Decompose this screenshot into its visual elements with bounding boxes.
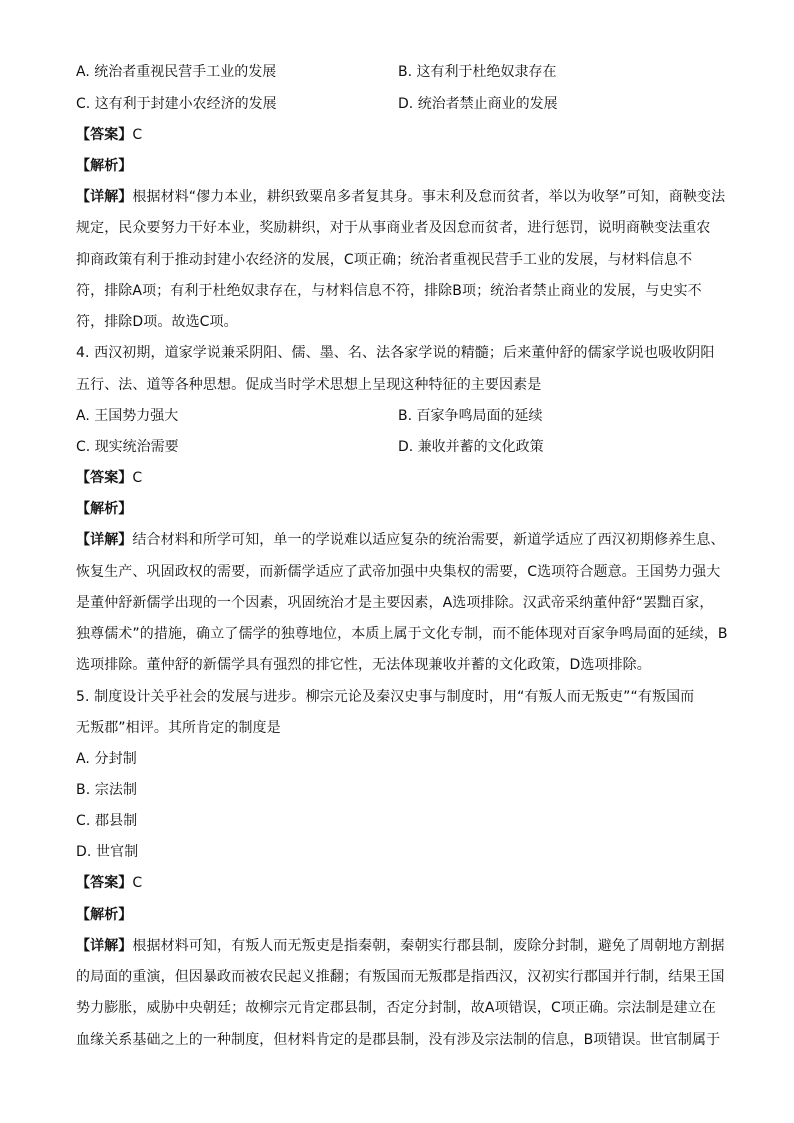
q5-detail-line: 势力膨胀，威胁中央朝廷；故柳宗元肯定郡县制，否定分封制，故A项错误，C项正确。宗法制是建立在 bbox=[76, 1000, 716, 1016]
q4-detail-line: 【详解】结合材料和所学可知，单一的学说难以适应复杂的统治需要，新道学适应了西汉初期修养生息、 bbox=[76, 532, 725, 548]
q4-detail-line: 选项排除。董仲舒的新儒学具有强烈的排它性，无法体现兼收并蓄的文化政策，D选项排除。 bbox=[76, 657, 651, 673]
q5-analysis-label: 【解析】 bbox=[76, 907, 133, 923]
q4-option-c: C. 现实统治需要 bbox=[76, 439, 179, 455]
q4-detail-line: 恢复生产、巩固政权的需要，而新儒学适应了武帝加强中央集权的需要，C选项符合题意。王国势力强大 bbox=[76, 564, 721, 580]
q4-detail-line: 独尊儒术”的措施，确立了儒学的独尊地位，本质上属于文化专制，而不能体现对百家争鸣局面的延续，B bbox=[76, 626, 728, 642]
q4-option-d: D. 兼收并蓄的文化政策 bbox=[398, 439, 544, 455]
q3-detail-line: 符，排除D项。故选C项。 bbox=[76, 314, 238, 330]
q4-analysis-label: 【解析】 bbox=[76, 501, 133, 517]
q3-detail-line: 抑商政策有利于推动封建小农经济的发展，C项正确；统治者重视民营手工业的发展，与材料信息不 bbox=[76, 252, 693, 268]
q5-answer: 【答案】C bbox=[76, 875, 143, 891]
q3-option-a: A. 统治者重视民营手工业的发展 bbox=[76, 64, 277, 80]
q3-option-d: D. 统治者禁止商业的发展 bbox=[398, 96, 558, 112]
q5-stem: 无叛郡”相评。其所肯定的制度是 bbox=[76, 720, 281, 736]
q5-option-d: D. 世官制 bbox=[76, 844, 139, 860]
q4-stem: 五行、法、道等各种思想。促成当时学术思想上呈现这种特征的主要因素是 bbox=[76, 377, 542, 393]
q4-answer: 【答案】C bbox=[76, 470, 143, 486]
q5-detail-line: 的局面的重演，但因暴政而被农民起义推翻；有叛国而无叛郡是指西汉，汉初实行郡国并行制，结果王国 bbox=[76, 969, 725, 985]
q5-detail-line: 血缘关系基础之上的一种制度，但材料肯定的是郡县制，没有涉及宗法制的信息，B项错误。世官制属于 bbox=[76, 1032, 721, 1048]
q5-stem: 5. 制度设计关乎社会的发展与进步。柳宗元论及秦汉史事与制度时，用“有叛人而无叛吏”“有叛国而 bbox=[76, 689, 695, 705]
q3-answer: 【答案】C bbox=[76, 127, 143, 143]
q5-option-a: A. 分封制 bbox=[76, 751, 137, 767]
q3-detail-line: 【详解】根据材料“僇力本业，耕织致粟帛多者复其身。事末利及怠而贫者，举以为收孥”可知，商鞅变法 bbox=[76, 189, 726, 205]
q3-detail-line: 规定，民众要努力干好本业，奖励耕织，对于从事商业者及因怠而贫者，进行惩罚，说明商鞅变法重农 bbox=[76, 220, 711, 236]
q5-option-c: C. 郡县制 bbox=[76, 813, 138, 829]
q3-detail-line: 符，排除A项；有利于杜绝奴隶存在，与材料信息不符，排除B项；统治者禁止商业的发展，与史实不 bbox=[76, 283, 702, 299]
q4-stem: 4. 西汉初期，道家学说兼采阴阳、儒、墨、名、法各家学说的精髓；后来董仲舒的儒家学说也吸收阴阳 bbox=[76, 345, 715, 361]
q3-option-c: C. 这有利于封建小农经济的发展 bbox=[76, 96, 277, 112]
q4-option-b: B. 百家争鸣局面的延续 bbox=[398, 408, 543, 424]
q5-detail-line: 【详解】根据材料可知，有叛人而无叛吏是指秦朝，秦朝实行郡县制，废除分封制，避免了周朝地方割据 bbox=[76, 938, 725, 954]
q3-analysis-label: 【解析】 bbox=[76, 158, 133, 174]
q4-detail-line: 是董仲舒新儒学出现的一个因素，巩固统治才是主要因素，A选项排除。汉武帝采纳董仲舒“罢黜百家， bbox=[76, 595, 714, 611]
q3-option-b: B. 这有利于杜绝奴隶存在 bbox=[398, 64, 557, 80]
q4-option-a: A. 王国势力强大 bbox=[76, 408, 179, 424]
q5-option-b: B. 宗法制 bbox=[76, 782, 138, 798]
